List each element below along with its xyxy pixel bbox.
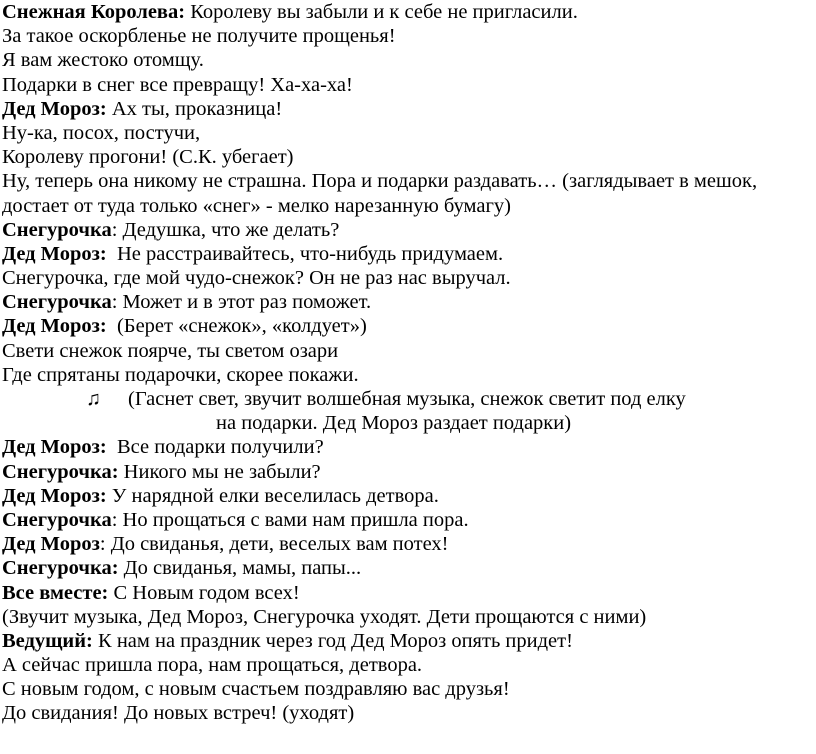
script-document [2,0,814,726]
stage-direction-line-2 [2,411,814,435]
speaker-name: Дед Мороз [2,533,100,556]
dialogue-line [2,605,814,629]
dialogue-line [2,24,814,48]
dialogue-line [2,218,814,242]
dialogue-line [2,484,814,508]
line-text: За такое оскорбленье не получите прощенья! [2,25,396,48]
line-text: (Берет «снежок», «колдует») [106,315,367,338]
dialogue-line [2,0,814,24]
line-text: Снегурочка, где мой чудо-снежок? Он не раз нас выручал. [2,267,511,290]
speaker-name: Снегурочка [2,218,112,241]
speaker-name: Снегурочка [2,508,112,531]
speaker-name: Ведущий: [2,629,93,652]
dialogue-line [2,435,814,459]
speaker-name: Дед Мороз: [2,436,107,459]
dialogue-line [2,653,814,677]
dialogue-line [2,460,814,484]
line-text: С Новым годом всех! [108,581,300,604]
line-text: Королеву прогони! (С.К. убегает) [2,146,294,169]
line-text: Королеву вы забыли и к себе не пригласили. [185,1,578,23]
line-text: К нам на праздник через год Дед Мороз опять придет! [92,629,573,652]
line-text: Где спрятаны подарочки, скорее покажи. [2,363,359,386]
line-text: Свети снежок поярче, ты светом озари [2,339,339,362]
dialogue-line [2,508,814,532]
line-text: Ну, теперь она никому не страшна. Пора и подарки раздавать… (заглядывает в мешок, [2,170,758,193]
music-note-icon: ♫ [86,388,101,410]
line-text: С новым годом, с новым счастьем поздравляю вас друзья! [2,678,510,701]
speaker-name: Дед Мороз: [2,97,107,120]
dialogue-line [2,169,814,193]
speaker-name: Дед Мороз: [2,484,107,507]
dialogue-line [2,701,814,725]
speaker-name: Снегурочка [2,291,112,314]
dialogue-line [2,194,814,218]
speaker-name: Снежная Королева: [2,1,186,23]
dialogue-line [2,48,814,72]
speaker-name: Снегурочка: [2,557,119,580]
line-text: : Может и в этот раз поможет. [111,291,372,314]
dialogue-line [2,145,814,169]
line-text: : Дедушка, что же делать? [111,218,340,241]
line-text: У нарядной елки веселилась детвора. [106,484,439,507]
dialogue-line [2,363,814,387]
speaker-name: Дед Мороз: [2,242,107,265]
dialogue-line [2,339,814,363]
dialogue-line [2,629,814,653]
dialogue-line [2,266,814,290]
dialogue-line [2,242,814,266]
dialogue-line [2,314,814,338]
dialogue-line [2,677,814,701]
line-text: (Звучит музыка, Дед Мороз, Снегурочка уходят. Дети прощаются с ними) [2,605,647,628]
line-text: А сейчас пришла пора, нам прощаться, детвора. [2,654,423,677]
dialogue-line [2,556,814,580]
dialogue-line [2,581,814,605]
dialogue-block-2 [2,435,814,725]
line-text: До свиданья, мамы, папы... [118,557,362,580]
line-text: : Но прощаться с вами нам пришла пора. [111,508,469,531]
stage-direction-text-1: (Гаснет свет, звучит волшебная музыка, снежок светит под елку [128,388,686,410]
dialogue-line [2,97,814,121]
line-text: достает от туда только «снег» - мелко нарезанную бумагу) [2,194,511,217]
line-text: До свидания! До новых встреч! (уходят) [2,702,355,725]
dialogue-line [2,73,814,97]
dialogue-line [2,121,814,145]
line-text: : До свиданья, дети, веселых вам потех! [99,533,449,556]
stage-direction-text-2: на подарки. Дед Мороз раздает подарки) [216,412,572,435]
line-text: Все подарки получили? [106,436,324,459]
dialogue-block-1 [2,0,814,387]
line-text: Я вам жестоко отомщу. [2,49,204,72]
line-text: Подарки в снег все превращу! Ха-ха-ха! [2,73,353,96]
dialogue-line [2,290,814,314]
speaker-name: Дед Мороз: [2,315,107,338]
line-text: Ну-ка, посох, постучи, [2,121,201,144]
line-text: Никого мы не забыли? [118,460,321,483]
speaker-name: Снегурочка: [2,460,119,483]
line-text: Не расстраивайтесь, что-нибудь придумаем. [106,242,504,265]
stage-direction-line-1 [2,387,814,411]
speaker-name: Все вместе: [2,581,109,604]
dialogue-line [2,532,814,556]
line-text: Ах ты, проказница! [106,97,283,120]
